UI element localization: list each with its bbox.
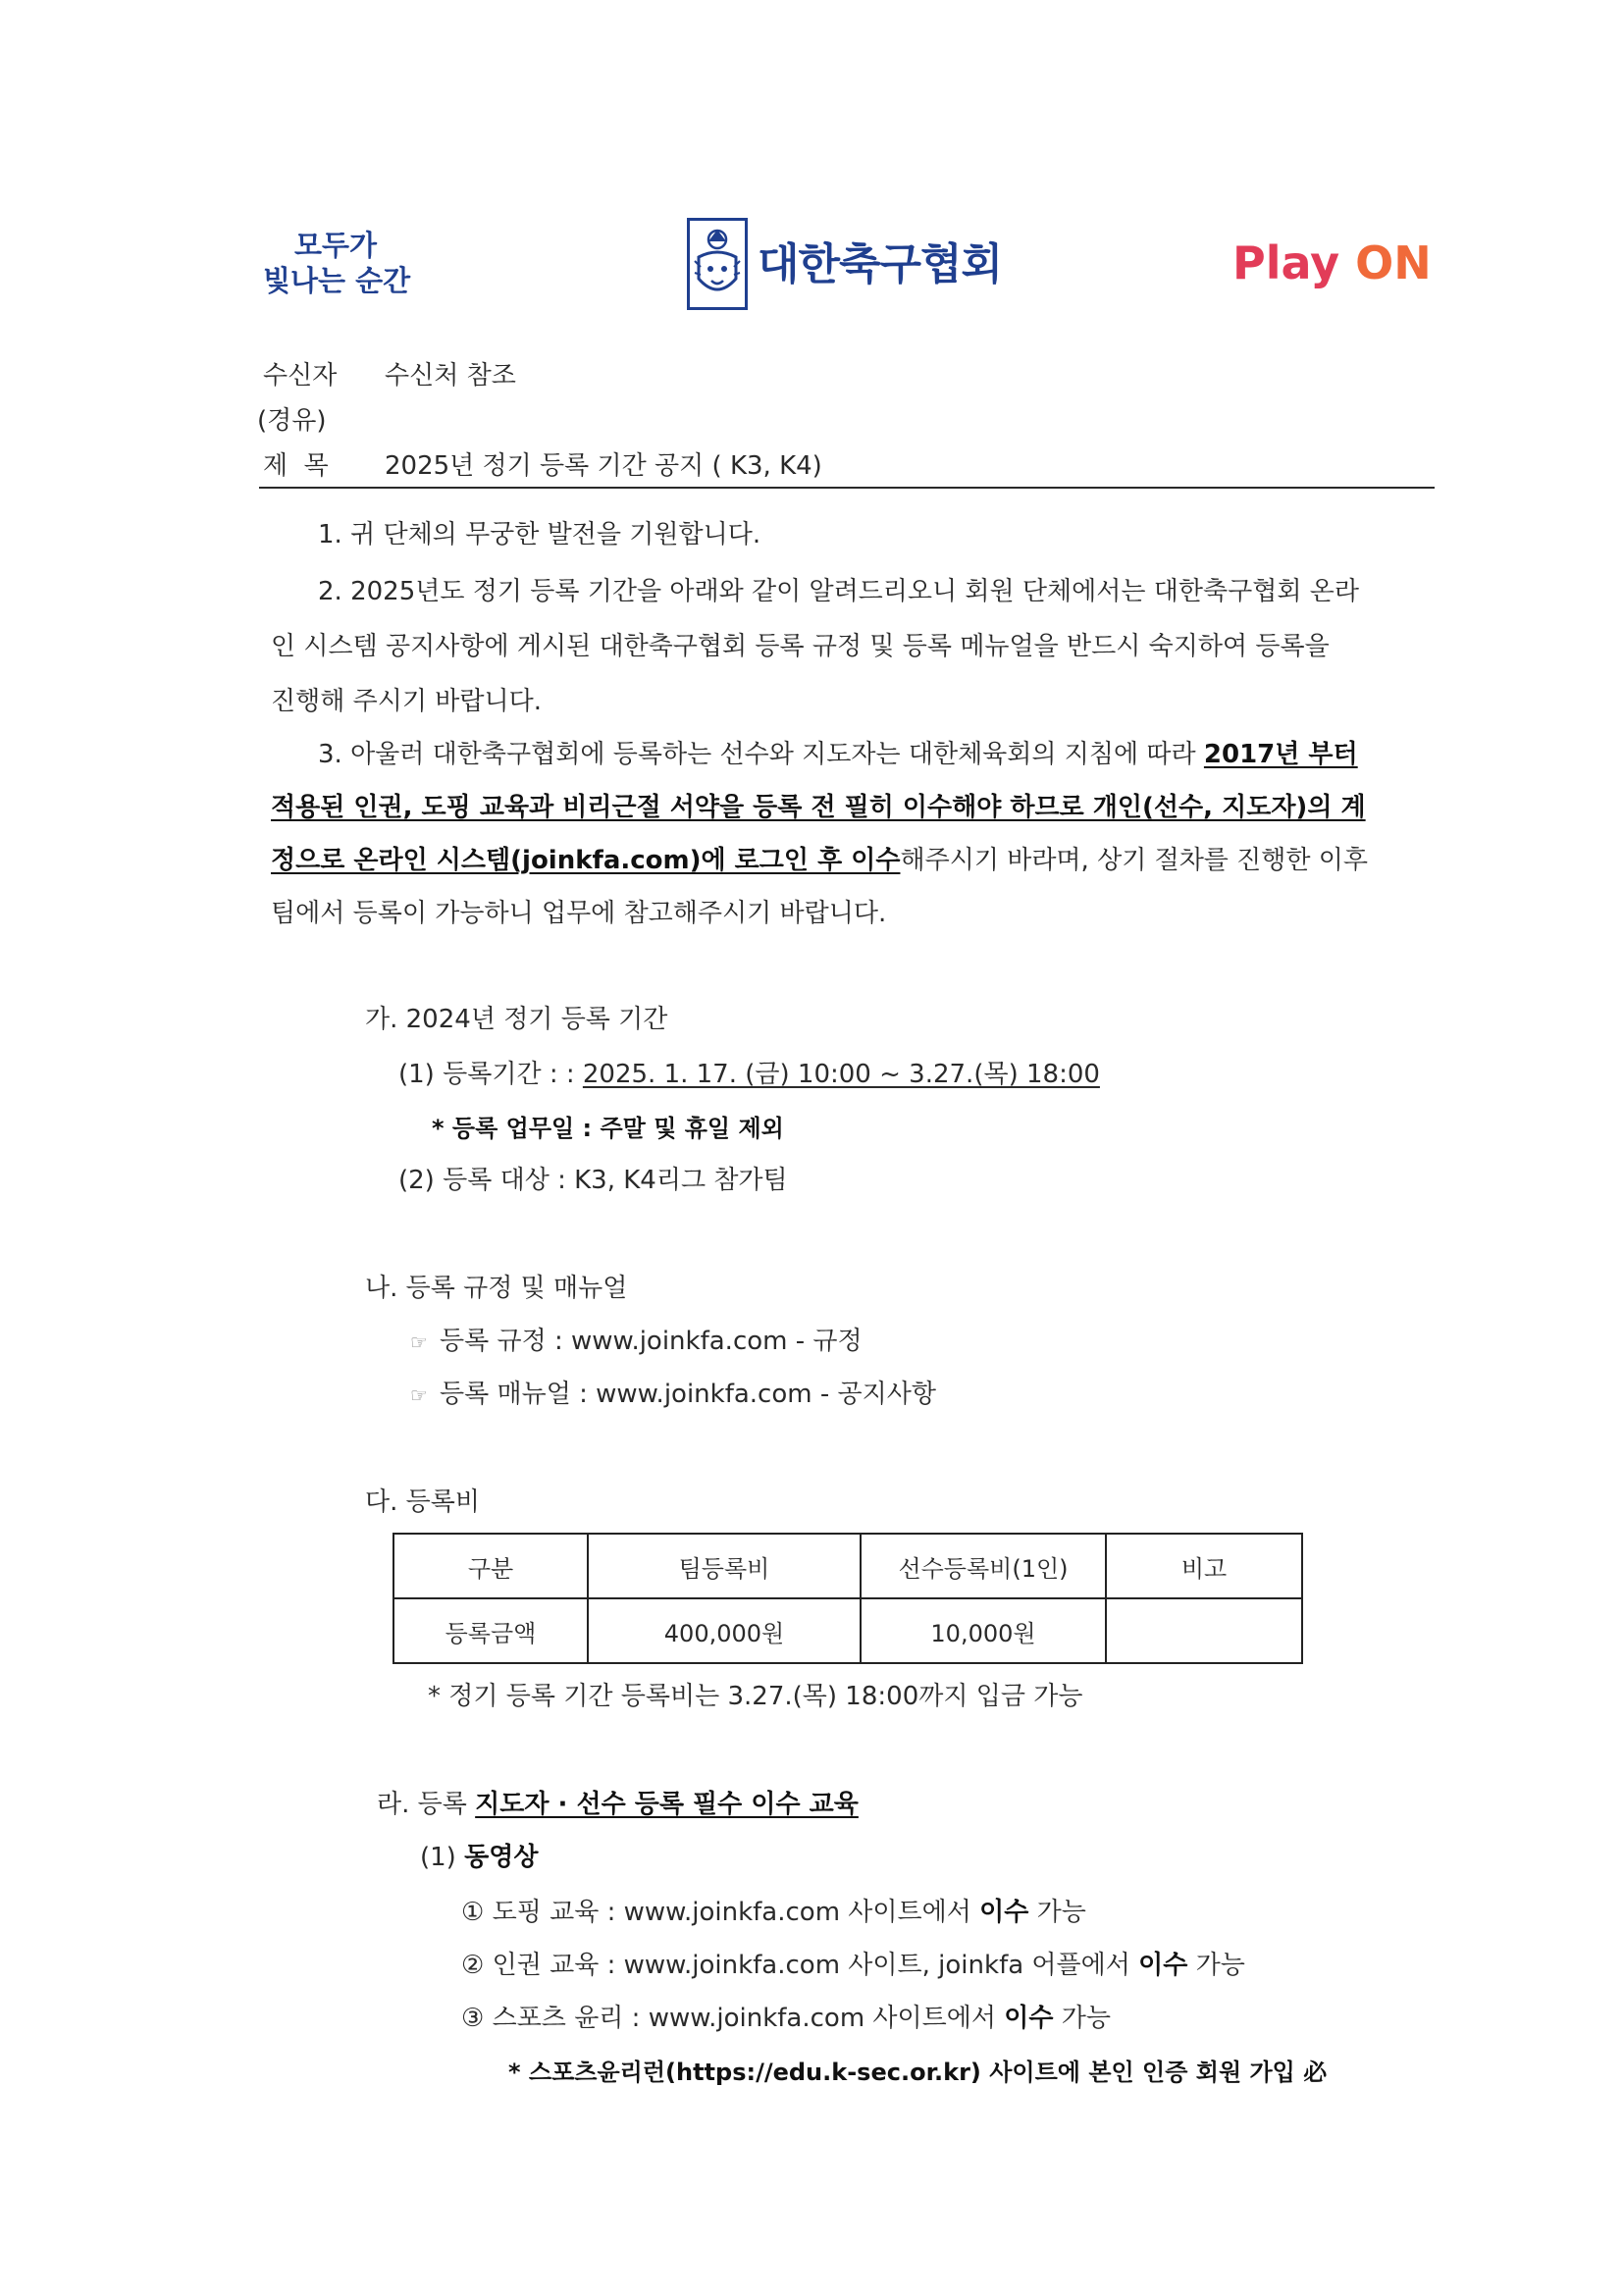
fee-header-cell: 구분 [393,1534,588,1598]
regulation-link-row [410,1325,863,1359]
section-ra-title [377,1788,859,1821]
section-ra-title-emphasis: 지도자 · 선수 등록 필수 이수 교육 [475,1790,859,1819]
paragraph-3-emphasis-year: 2017년 부터 [1203,740,1358,769]
section-da-title: 다. 등록비 [365,1487,480,1517]
item-emphasis: 이수 [1004,2004,1054,2033]
subject-label: 제 목 [263,451,329,481]
campaign-play: Play [1232,236,1356,289]
regulation-link[interactable]: www.joinkfa.com - 규정 [571,1327,863,1356]
fee-table [393,1533,1303,1664]
recipient-value: 수신처 참조 [385,361,516,391]
fee-cell: 등록금액 [393,1598,588,1663]
paragraph-2-line1: 2. 2025년도 정기 등록 기간을 아래와 같이 알려드리오니 회원 단체에서는 대한축구협회 온라 [318,577,1359,606]
paragraph-3-line1-text: 3. 아울러 대한축구협회에 등록하는 선수와 지도자는 대한체육회의 지침에 따라 [318,740,1204,769]
section-ga-title: 가. 2024년 정기 등록 기간 [365,1005,668,1034]
item-number: ① [461,1898,485,1927]
fee-header-cell: 팀등록비 [588,1534,861,1598]
pointing-hand-icon: ☞ [410,1330,428,1354]
item-number: ③ [461,2004,485,2033]
fee-header-cell: 선수등록비(1인) [861,1534,1106,1598]
registration-period [398,1058,1100,1091]
fee-header-cell: 비고 [1106,1534,1302,1598]
education-item-doping [461,1896,1086,1929]
paragraph-3-line4: 팀에서 등록이 가능하니 업무에 참고해주시기 바랍니다. [271,899,887,928]
paragraph-2-line2: 인 시스템 공지사항에 게시된 대한축구협회 등록 규정 및 등록 메뉴얼을 반드시 숙지하여 등록을 [271,632,1330,661]
paragraph-1: 1. 귀 단체의 무궁한 발전을 기원합니다. [318,520,761,549]
paragraph-3-line3 [271,844,1368,877]
slogan [263,228,410,298]
pointing-hand-icon: ☞ [410,1383,428,1407]
campaign-logo [1232,237,1432,288]
paragraph-3-line2: 적용된 인권, 도핑 교육과 비리근절 서약을 등록 전 필히 이수해야 하므로 개인(선수, 지도자)의 계 [271,793,1366,822]
paragraph-3-emphasis-login: 정으로 온라인 시스템(joinkfa.com)에 로그인 후 이수 [271,846,901,875]
item-suffix: 가능 [1028,1898,1086,1927]
via-label: (경유) [257,406,327,436]
kfa-emblem [687,218,748,314]
video-subsection-number: (1) [420,1843,465,1872]
paragraph-2-line3: 진행해 주시기 바랍니다. [271,687,542,716]
fee-cell: 10,000원 [861,1598,1106,1663]
registration-period-label: (1) 등록기간 : : [398,1060,583,1089]
recipient-label: 수신자 [263,361,338,391]
campaign-on: ON [1355,236,1432,289]
education-item-human-rights [461,1949,1245,1982]
item-text: 스포츠 윤리 : www.joinkfa.com 사이트에서 [484,2004,1005,2033]
registration-target: (2) 등록 대상 : K3, K4리그 참가팀 [398,1166,788,1195]
item-text: 도핑 교육 : www.joinkfa.com 사이트에서 [484,1898,980,1927]
item-text: 인권 교육 : www.joinkfa.com 사이트, joinkfa 어플에서 [484,1951,1139,1980]
section-ra-title-prefix: 라. 등록 [377,1790,476,1819]
item-suffix: 가능 [1053,2004,1111,2033]
manual-label: 등록 매뉴얼 : [440,1380,597,1409]
item-number: ② [461,1951,485,1980]
business-day-note: * 등록 업무일 : 주말 및 휴일 제외 [432,1115,784,1142]
fee-table-header [393,1534,1302,1598]
sports-ethics-signup-note: * 스포츠윤리런(https://edu.k-sec.or.kr) 사이트에 본인 인증 회원 가입 必 [508,2059,1328,2086]
section-na-title: 나. 등록 규정 및 매뉴얼 [365,1274,628,1303]
subject-value: 2025년 정기 등록 기간 공지 ( K3, K4) [385,451,822,481]
tiger-emblem-icon [687,218,748,310]
registration-period-value: 2025. 1. 17. (금) 10:00 ~ 3.27.(목) 18:00 [582,1060,1100,1089]
fee-deadline-note: * 정기 등록 기간 등록비는 3.27.(목) 18:00까지 입금 가능 [428,1682,1083,1711]
video-subsection [420,1841,538,1874]
paragraph-3-line3-text: 해주시기 바라며, 상기 절차를 진행한 이후 [900,846,1369,875]
org-name: 대한축구협회 [758,239,1003,289]
fee-cell: 400,000원 [588,1598,861,1663]
item-suffix: 가능 [1187,1951,1245,1980]
slogan-line2: 빛나는 순간 [263,264,411,297]
header-divider [259,487,1435,489]
fee-table-row [393,1598,1302,1663]
regulation-label: 등록 규정 : [440,1327,572,1356]
manual-link[interactable]: www.joinkfa.com - 공지사항 [596,1380,936,1409]
fee-cell [1106,1598,1302,1663]
manual-link-row [410,1378,936,1412]
item-emphasis: 이수 [1138,1951,1188,1980]
item-emphasis: 이수 [979,1898,1029,1927]
education-item-sports-ethics [461,2002,1111,2035]
video-subsection-title: 동영상 [464,1843,539,1872]
paragraph-3-line1 [318,738,1358,771]
slogan-line1: 모두가 [294,229,378,262]
